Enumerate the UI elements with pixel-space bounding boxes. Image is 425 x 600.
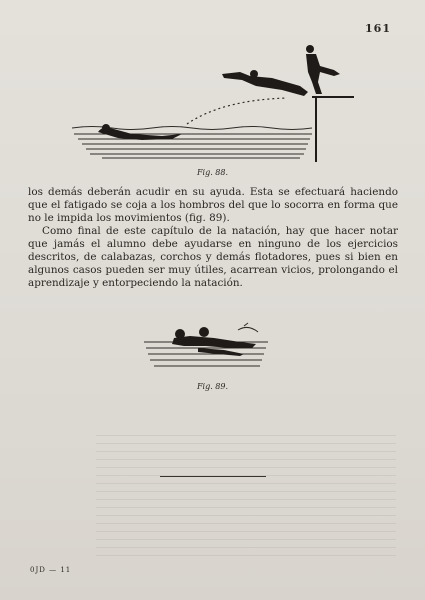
figure-88-caption: Fig. 88. xyxy=(196,168,229,177)
show-through-text xyxy=(96,428,396,558)
body-text xyxy=(28,186,398,290)
section-separator xyxy=(160,476,266,477)
figure-89-illustration xyxy=(144,322,272,374)
paragraph-1: los demás deberán acudir en su ayuda. Esta se efectuará haciendo que el fatigado se coja a los hombros del que lo socorra en forma que no le impida los movimientos (fig. 89). xyxy=(28,186,398,224)
page-number: 161 xyxy=(365,22,391,35)
signature-mark: 0JD — 11 xyxy=(30,566,72,574)
figure-89-caption: Fig. 89. xyxy=(196,382,229,391)
paragraph-2: Como final de este capítulo de la natación, hay que hacer notar que jamás el alumno debe ayudarse en ninguno de los ejercicios descritos, de calabazas, corchos y demás flotadores, pues si bien en algunos casos pueden ser muy útiles, acarrean vicios, prolongando el aprendizaje y entorpeciendo la natación. xyxy=(28,225,398,289)
figure-88-illustration xyxy=(72,42,362,164)
